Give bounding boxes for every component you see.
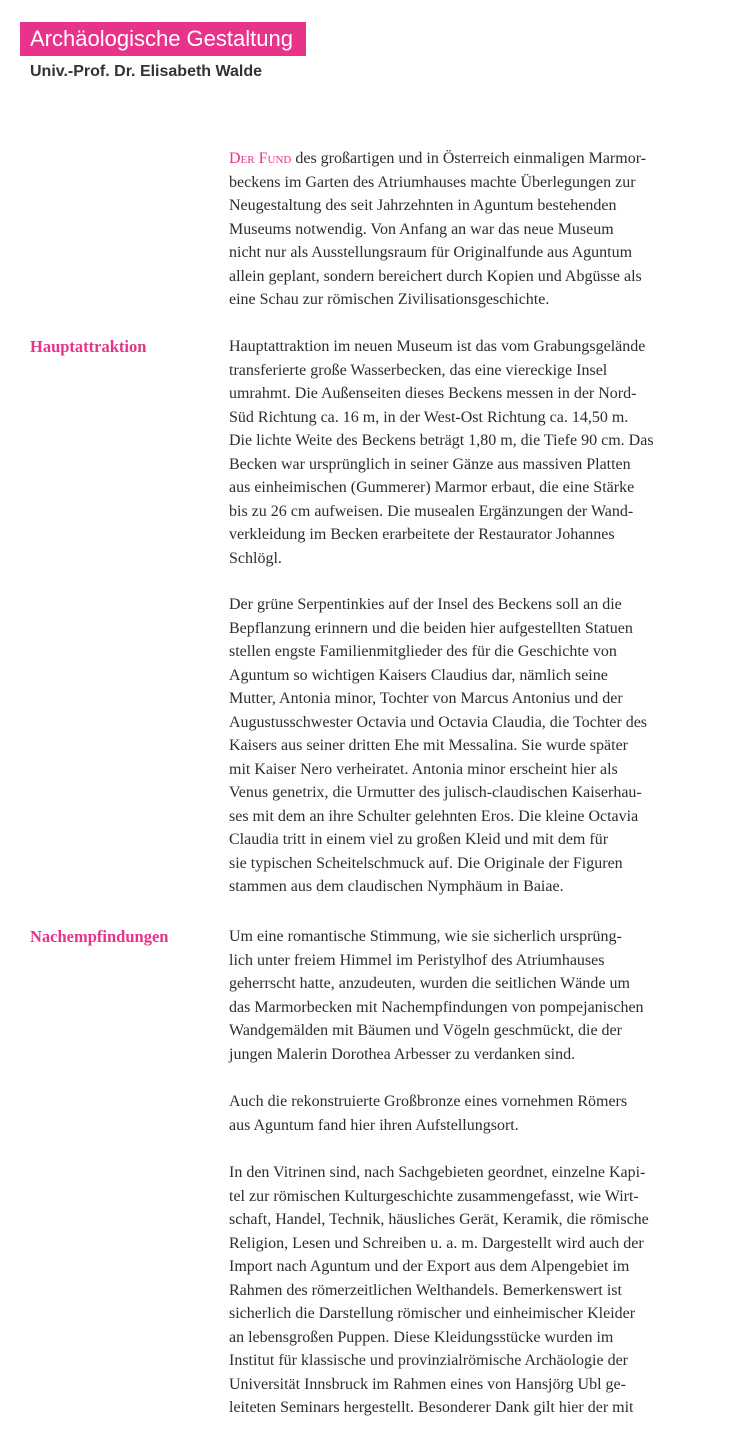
paragraph-line: stammen aus dem claudischen Nymphäum in Baiae. [229,878,564,895]
paragraph-line: Import nach Aguntum und der Export aus dem Alpengebiet im [229,1258,630,1275]
paragraph-line: Religion, Lesen und Schreiben u. a. m. Dargestellt wird auch der [229,1234,644,1252]
section-heading-nachempfindungen: Nachempfindungen [30,927,169,946]
paragraph-line: Hauptattraktion im neuen Museum ist das vom Grabungsgelände [229,338,646,355]
paragraph-line: sicherlich die Darstellung römischer und einheimischer Kleider [229,1305,636,1322]
paragraph-hauptattraktion [229,335,729,570]
paragraph-line: Neugestaltung des seit Jahrzehnten in Aguntum bestehenden [229,197,617,214]
paragraph-line: transferierte große Wasserbecken, das eine viereckige Insel [229,361,608,379]
paragraph-line: Venus genetrix, die Urmutter des julisch-claudischen Kaiserhau- [229,784,642,801]
paragraph-line: Becken war ursprünglich in seiner Gänze aus massiven Platten [229,455,631,473]
paragraph-line: Bepflanzung erinnern und die beiden hier aufgestellten Statuen [229,619,633,637]
paragraph-line: beckens im Garten des Atriumhauses machte Überlegungen zur [229,173,636,191]
paragraph-line: aus Aguntum fand hier ihren Aufstellungsort. [229,1116,519,1134]
paragraph-line: Um eine romantische Stimmung, wie sie sicherlich ursprüng- [229,928,622,945]
paragraph-line: schaft, Handel, Technik, häusliches Gerät, Keramik, die römische [229,1211,649,1228]
paragraph-bronze [229,1090,729,1137]
paragraph-nachempfindungen [229,925,729,1066]
paragraph-line: Kaisers aus seiner dritten Ehe mit Messalina. Sie wurde später [229,737,628,754]
paragraph-line: tel zur römischen Kulturgeschichte zusammengefasst, wie Wirt- [229,1187,639,1205]
line-text: des großartigen und in Österreich einmaligen Marmor- [291,150,647,167]
paragraph-line: verkleidung im Becken erarbeitete der Restaurator Johannes [229,526,615,543]
paragraph-line: jungen Malerin Dorothea Arbesser zu verdanken sind. [229,1045,576,1063]
paragraph-line: stellen engste Familienmitglieder des für die Geschichte von [229,643,617,660]
paragraph-line: Aguntum so wichtigen Kaisers Claudius dar, nämlich seine [229,666,608,684]
paragraph-line: ses mit dem an ihre Schulter gelehnten Eros. Die kleine Octavia [229,807,639,825]
paragraph-line: bis zu 26 cm aufweisen. Die musealen Ergänzungen der Wand- [229,502,634,520]
paragraph-line: lich unter freiem Himmel im Peristylhof des Atriumhauses [229,951,605,969]
paragraph-line: Museums notwendig. Von Anfang an war das neue Museum [229,220,614,238]
paragraph-line: Der grüne Serpentinkies auf der Insel des Beckens soll an die [229,596,622,613]
paragraph-line: Augustusschwester Octavia und Octavia Claudia, die Tochter des [229,713,648,731]
paragraph-line [229,147,729,171]
paragraph-line: Claudia tritt in einem viel zu großen Kleid und mit dem für [229,831,609,848]
paragraph-line: Wandgemälden mit Bäumen und Vögeln geschmückt, die der [229,1022,622,1039]
author-name: Univ.-Prof. Dr. Elisabeth Walde [30,63,263,80]
paragraph-line: an lebensgroßen Puppen. Diese Kleidungsstücke wurden im [229,1328,614,1346]
paragraph-line: Mutter, Antonia minor, Tochter von Marcus Antonius und der [229,690,623,707]
paragraph-line: aus einheimischen (Gummerer) Marmor erbaut, die eine Stärke [229,479,635,496]
paragraph-line: leiteten Seminars hergestellt. Besonderer Dank gilt hier der mit [229,1399,634,1416]
paragraph-line: Rahmen des römerzeitlichen Welthandels. Bemerkenswert ist [229,1281,622,1299]
paragraph-line: nicht nur als Ausstellungsraum für Originalfunde aus Aguntum [229,244,633,261]
paragraph-line: Institut für klassische und provinzialrömische Archäologie der [229,1352,629,1369]
paragraph-line: das Marmorbecken mit Nachempfindungen von pompejanischen [229,998,644,1016]
section-heading-hauptattraktion: Hauptattraktion [30,337,147,356]
intro-paragraph [229,147,729,312]
lead-in-text: Der Fund [229,150,292,167]
paragraph-line: Universität Innsbruck im Rahmen eines von Hansjörg Ubl ge- [229,1375,626,1393]
paragraph-line: Die lichte Weite des Beckens beträgt 1,80 m, die Tiefe 90 cm. Das [229,432,654,449]
paragraph-line: eine Schau zur römischen Zivilisationsgeschichte. [229,291,550,308]
paragraph-line: geherrscht hatte, anzudeuten, wurden die seitlichen Wände um [229,975,630,992]
page-title: Archäologische Gestaltung [30,26,293,51]
paragraph-line: umrahmt. Die Außenseiten dieses Beckens messen in der Nord- [229,385,637,402]
paragraph-vitrinen [229,1161,729,1420]
paragraph-statues [229,593,729,899]
paragraph-line: allein geplant, sondern bereichert durch Kopien und Abgüsse als [229,267,642,285]
paragraph-line: Süd Richtung ca. 16 m, in der West-Ost Richtung ca. 14,50 m. [229,408,629,426]
paragraph-line: Auch die rekonstruierte Großbronze eines vornehmen Römers [229,1093,628,1110]
paragraph-line: Schlögl. [229,549,282,567]
paragraph-line: sie typischen Scheitelschmuck auf. Die Originale der Figuren [229,854,623,872]
paragraph-line: In den Vitrinen sind, nach Sachgebieten geordnet, einzelne Kapi- [229,1164,646,1181]
paragraph-line: mit Kaiser Nero verheiratet. Antonia minor erscheint hier als [229,760,618,778]
